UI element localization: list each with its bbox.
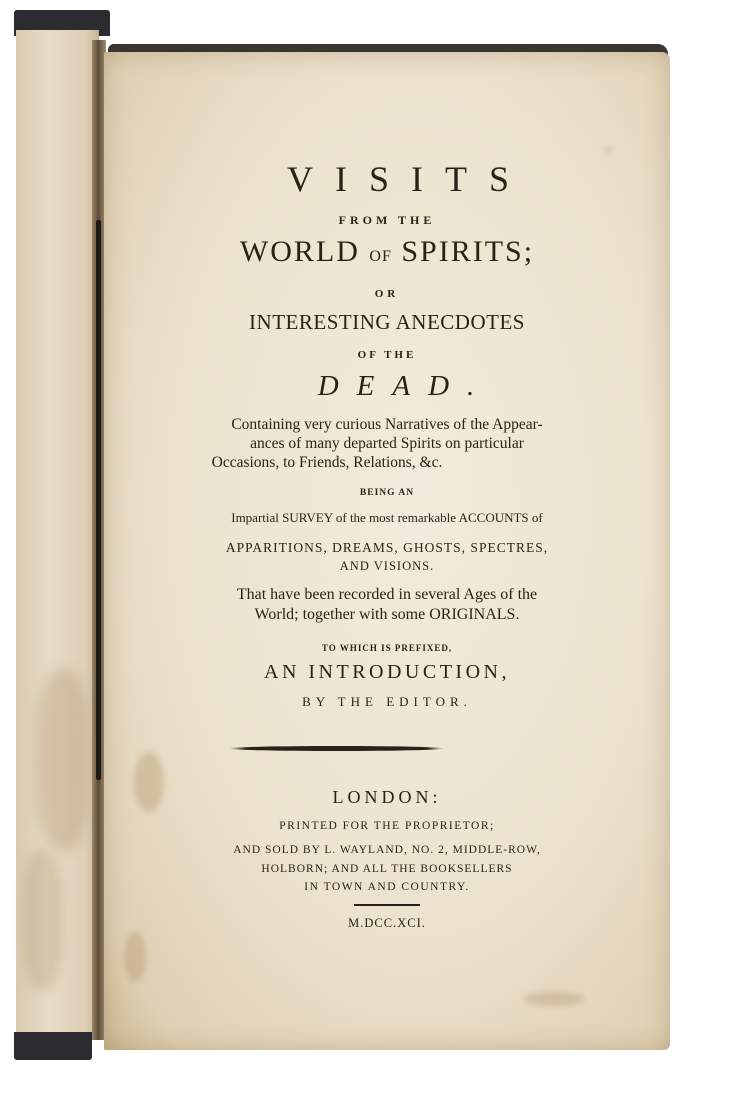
containing-line: ances of many departed Spirits on particular: [250, 435, 524, 452]
book-spine-bottom: [14, 1032, 92, 1060]
impartial-survey: Impartial SURVEY of the most remarkable ACCOUNTS of: [231, 510, 543, 525]
title-from-the: FROM THE: [338, 213, 436, 227]
title-of-the: OF THE: [357, 349, 417, 361]
recorded-line: World; together with some ORIGINALS.: [254, 606, 520, 623]
title-interesting-anecdotes: INTERESTING ANECDOTES: [249, 310, 525, 334]
recorded-line: That have been recorded in several Ages of the: [236, 586, 538, 603]
imprint-sold-by: AND SOLD BY L. WAYLAND, NO. 2, MIDDLE-ROW,: [233, 844, 541, 856]
ornamental-rule: [229, 746, 444, 751]
introduction-heading: AN INTRODUCTION,: [264, 661, 510, 683]
title-page-text: [104, 52, 670, 1050]
title-world-of-spirits: WORLD OF SPIRITS;: [239, 235, 535, 268]
containing-line: Occasions, to Friends, Relations, &c.: [211, 454, 443, 471]
imprint-printed-for: PRINTED FOR THE PROPRIETOR;: [279, 820, 495, 832]
short-rule: [354, 904, 420, 906]
being-an: BEING AN: [359, 488, 415, 498]
containing-line: Containing very curious Narratives of the Appear-: [231, 416, 543, 433]
prefixed-line: TO WHICH IS PREFIXED,: [321, 643, 453, 653]
title-visits: VISITS: [286, 159, 531, 199]
imprint-sold-by: IN TOWN AND COUNTRY.: [304, 881, 470, 893]
and-visions: AND VISIONS.: [339, 559, 435, 573]
imprint-sold-by: HOLBORN; AND ALL THE BOOKSELLERS: [261, 863, 513, 875]
title-dead: DEAD.: [317, 370, 493, 402]
apparitions-line: APPARITIONS, DREAMS, GHOSTS, SPECTRES,: [225, 540, 549, 555]
flyleaf-page: [16, 30, 99, 1040]
imprint-date: M.DCC.XCI.: [348, 916, 426, 930]
imprint-london: LONDON:: [332, 787, 442, 807]
title-or: OR: [374, 288, 400, 300]
by-the-editor: BY THE EDITOR.: [302, 694, 472, 709]
